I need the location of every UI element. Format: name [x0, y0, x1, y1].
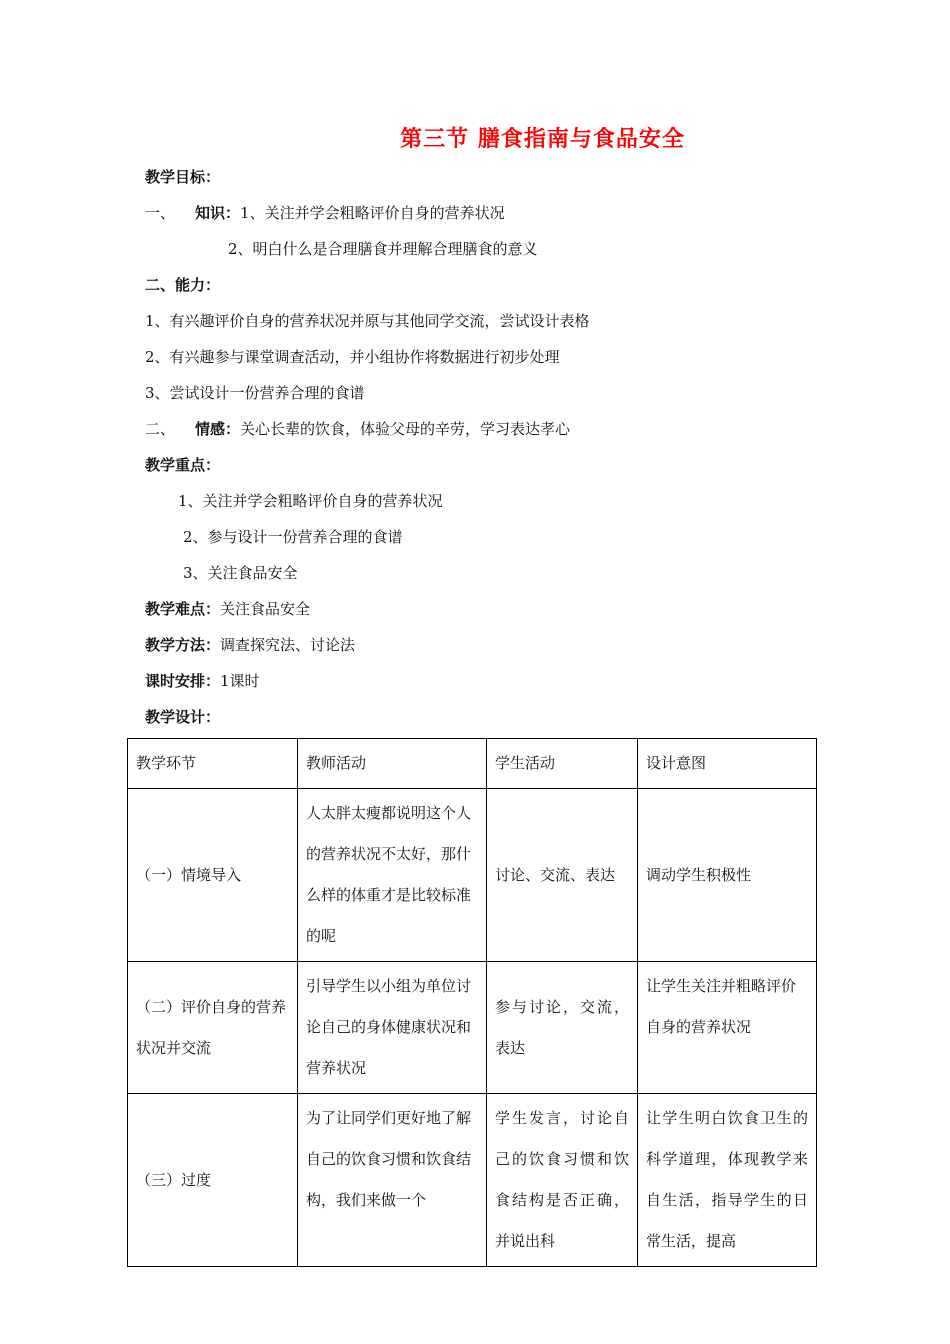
- table-header-cell: 教师活动: [298, 739, 487, 789]
- key-point-2: 2、参与设计一份营养合理的食谱: [183, 528, 403, 546]
- key-point-3: 3、关注食品安全: [183, 564, 298, 582]
- knowledge-label: 知识：: [195, 204, 241, 222]
- knowledge-line: [145, 203, 505, 223]
- table-header-cell: 教学环节: [128, 739, 298, 789]
- key-point-1: 1、关注并学会粗略评价自身的营养状况: [178, 492, 443, 510]
- schedule-label: 课时安排：: [145, 672, 221, 690]
- table-cell: 为了让同学们更好地了解自己的饮食习惯和饮食结构，我们来做一个: [298, 1094, 487, 1267]
- table-cell: （一）情境导入: [128, 789, 298, 962]
- table-cell: 学生发言，讨论自己的饮食习惯和饮食结构是否正确，并说出科: [487, 1094, 638, 1267]
- emotion-text: 关心长辈的饮食，体验父母的辛劳，学习表达孝心: [240, 420, 571, 438]
- table-cell: 参与讨论，交流，表达: [487, 962, 638, 1094]
- knowledge-item-2: 2、明白什么是合理膳食并理解合理膳食的意义: [228, 240, 538, 258]
- table-header-cell: 设计意图: [638, 739, 817, 789]
- knowledge-item-1: 1、关注并学会粗略评价自身的营养状况: [240, 204, 505, 222]
- table-cell: 人太胖太瘦都说明这个人的营养状况不太好，那什么样的体重才是比较标准的呢: [298, 789, 487, 962]
- table-row: [128, 789, 817, 962]
- table-cell: 让学生明白饮食卫生的科学道理，体现教学来自生活，指导学生的日常生活，提高: [638, 1094, 817, 1267]
- page-title: 第三节 膳食指南与食品安全: [400, 127, 685, 152]
- table-cell: （三）过度: [128, 1094, 298, 1267]
- ability-item-1: 1、有兴趣评价自身的营养状况并原与其他同学交流，尝试设计表格: [145, 312, 590, 330]
- table-cell: （二）评价自身的营养状况并交流: [128, 962, 298, 1094]
- table-cell: 讨论、交流、表达: [487, 789, 638, 962]
- ability-item-3: 3、尝试设计一份营养合理的食谱: [145, 384, 365, 402]
- emotion-label: 情感：: [195, 420, 241, 438]
- key-points-heading: 教学重点：: [145, 456, 221, 474]
- design-heading: 教学设计：: [145, 708, 221, 726]
- difficulty-text: 关注食品安全: [220, 600, 311, 618]
- table-row: [128, 962, 817, 1094]
- table-cell: 引导学生以小组为单位讨论自己的身体健康状况和营养状况: [298, 962, 487, 1094]
- methods-label: 教学方法：: [145, 636, 221, 654]
- schedule-line: [145, 671, 260, 691]
- difficulty-label: 教学难点：: [145, 600, 221, 618]
- methods-line: [145, 635, 355, 655]
- methods-text: 调查探究法、讨论法: [220, 636, 356, 654]
- design-table: [127, 738, 817, 1267]
- table-cell: 让学生关注并粗略评价自身的营养状况: [638, 962, 817, 1094]
- emotion-line: [145, 419, 570, 439]
- goals-heading: 教学目标：: [145, 168, 221, 186]
- ability-item-2: 2、有兴趣参与课堂调查活动，并小组协作将数据进行初步处理: [145, 348, 560, 366]
- table-header-cell: 学生活动: [487, 739, 638, 789]
- table-header-row: [128, 739, 817, 789]
- table-cell: 调动学生积极性: [638, 789, 817, 962]
- table-row: [128, 1094, 817, 1267]
- schedule-text: 1课时: [220, 672, 260, 690]
- knowledge-prefix: 一、: [145, 204, 176, 222]
- emotion-prefix: 二、: [145, 420, 176, 438]
- ability-heading: 二、能力：: [145, 276, 221, 294]
- difficulty-line: [145, 599, 310, 619]
